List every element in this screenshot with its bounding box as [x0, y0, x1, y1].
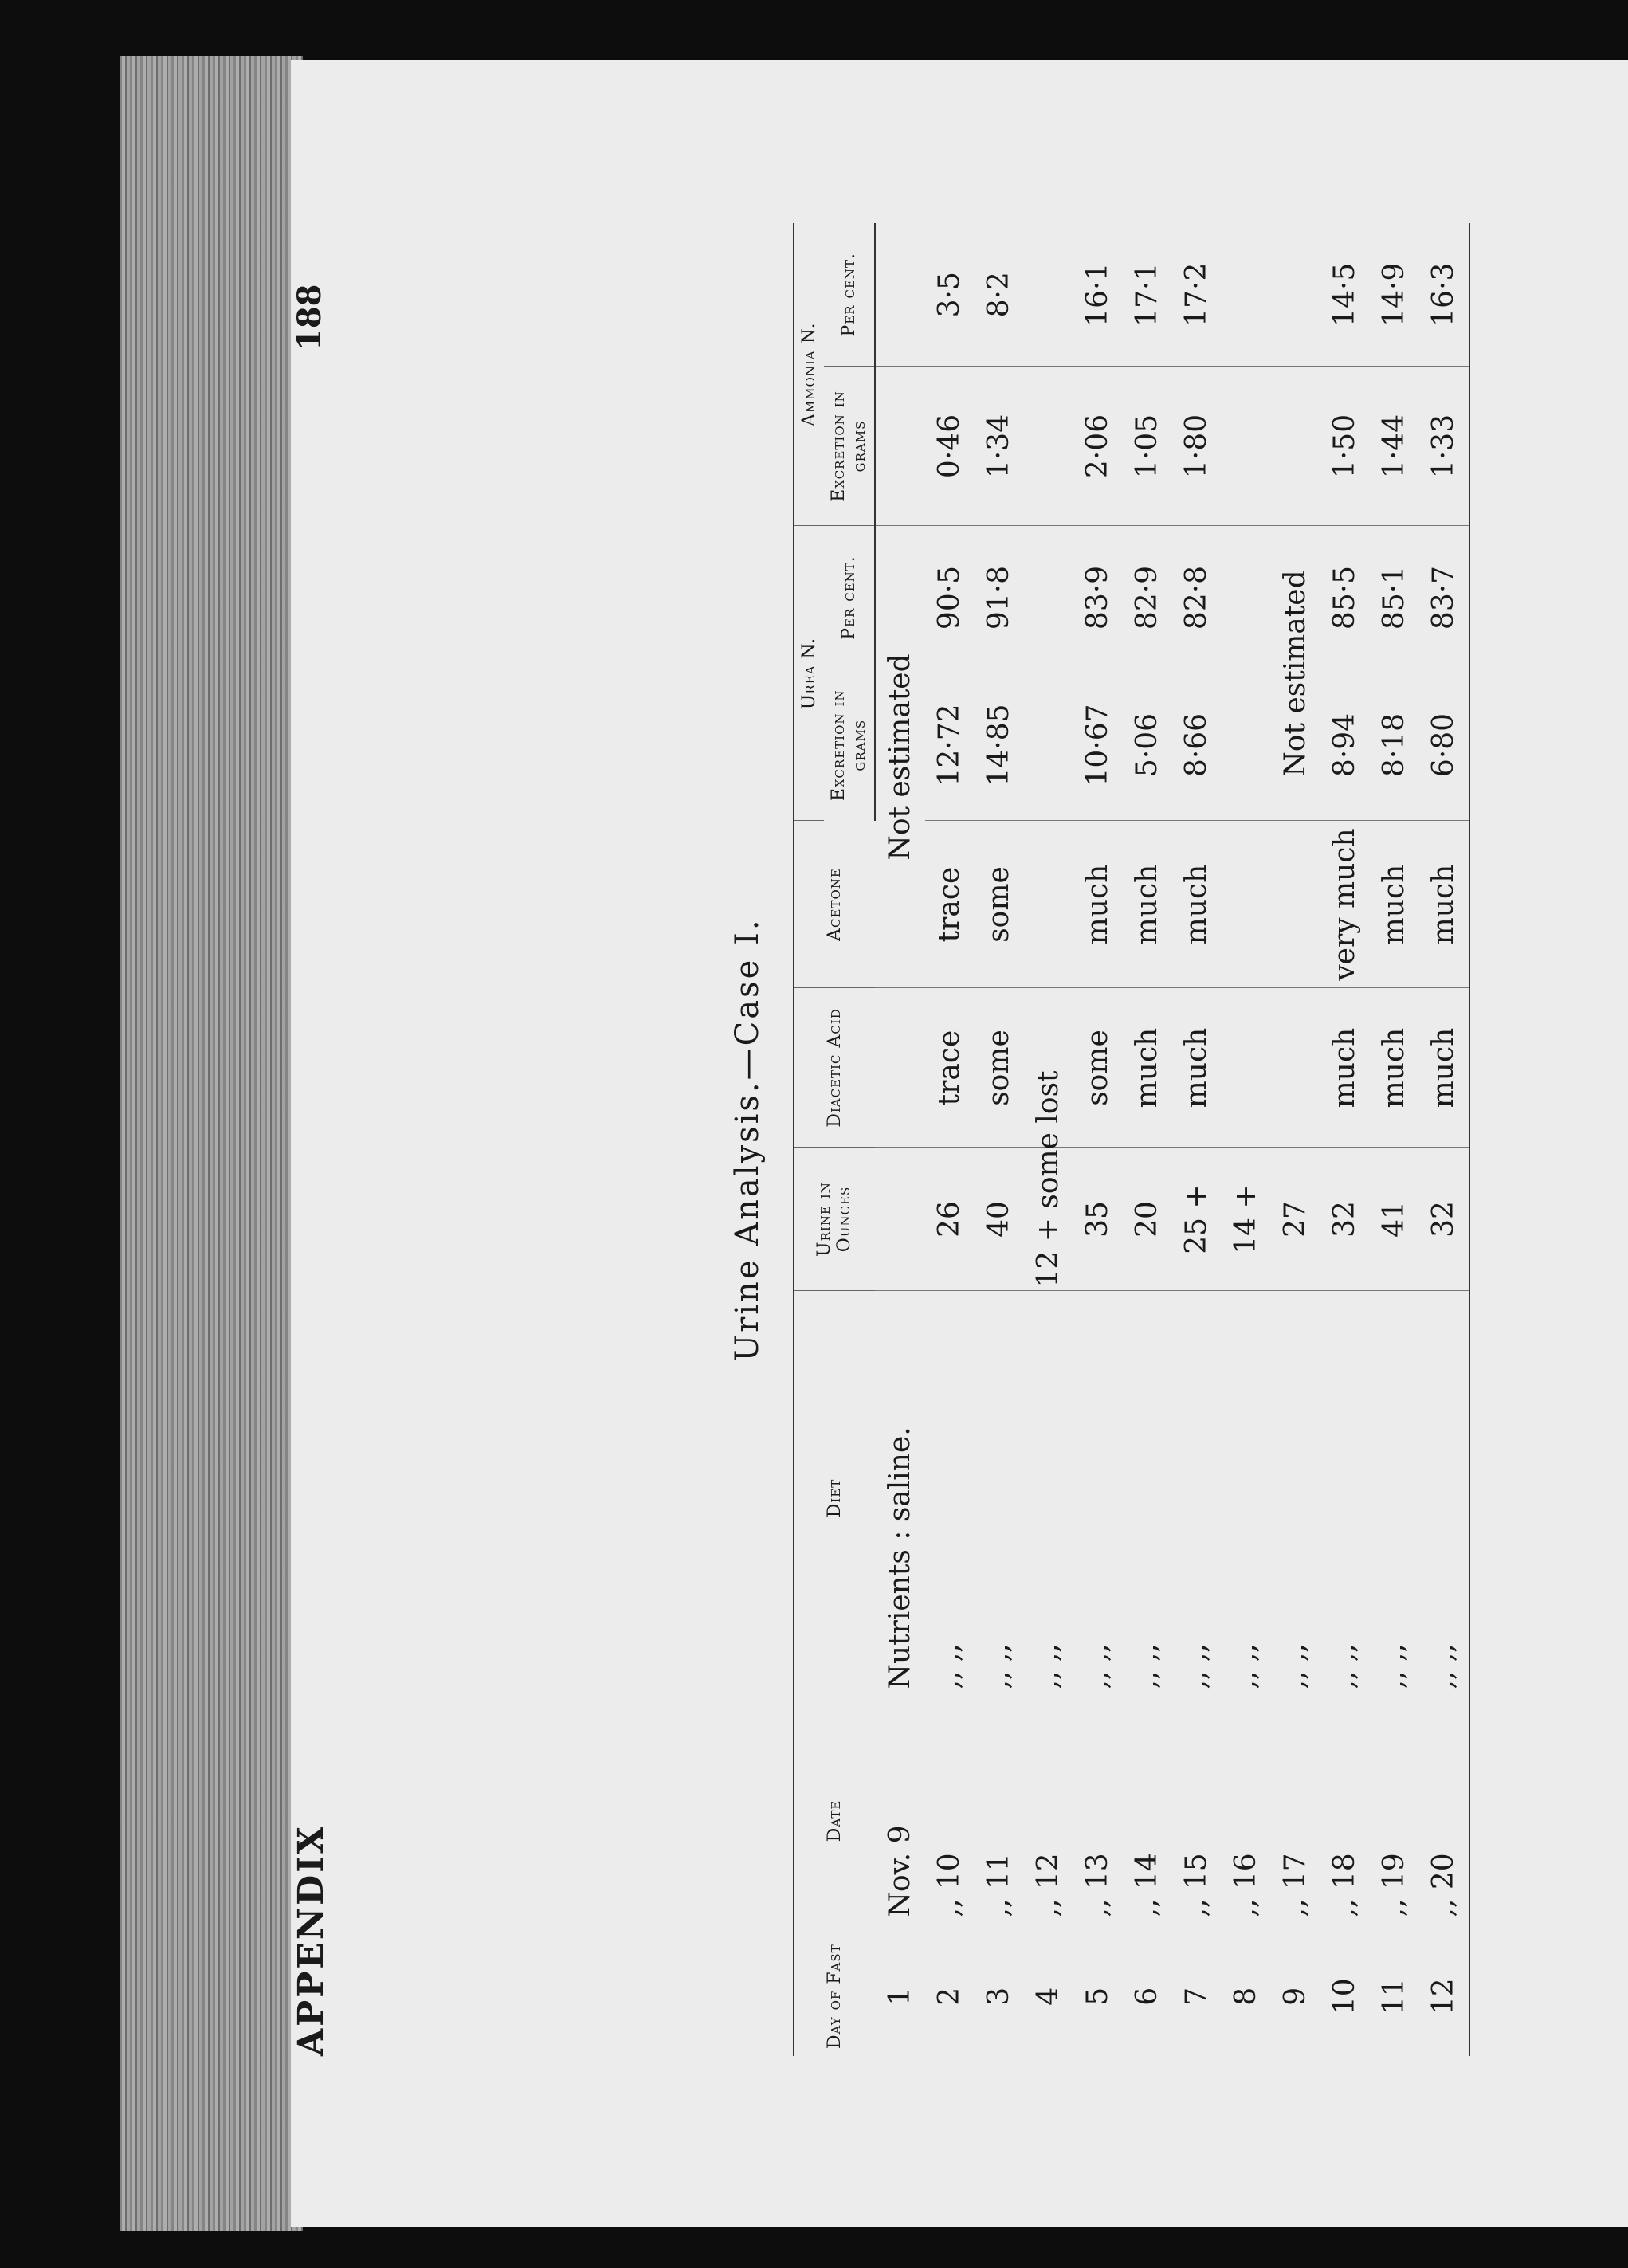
cell-diacetic: some [1073, 988, 1123, 1148]
cell-day: 8 [1230, 1987, 1263, 2006]
cell-amm-g [1024, 367, 1073, 526]
cell-date: ,, 19 [1370, 1705, 1419, 1936]
cell-diet: ,, ,, [1222, 1291, 1271, 1705]
cell-urine: 12 + some lost [1024, 1148, 1073, 1291]
cell-day: 11 [1378, 1978, 1411, 2015]
cell-date: ,, 10 [925, 1705, 975, 1936]
cell-urea-pct: 83·7 [1419, 526, 1469, 669]
cell-date: ,, 11 [975, 1705, 1024, 1936]
cell-amm-g: 1·33 [1419, 367, 1469, 526]
cell-acetone: much [1419, 821, 1469, 988]
header-ammonia-percent: Per cent. [824, 223, 875, 367]
cell-urine: 27 [1271, 1148, 1320, 1291]
cell-amm-pct: 17·1 [1123, 223, 1172, 367]
cell-date: Nov. 9 [875, 1705, 925, 1936]
page-number: 188 [291, 284, 328, 351]
cell-amm-g [1271, 367, 1320, 526]
cell-urine: 35 [1073, 1148, 1123, 1291]
cell-day: 12 [1419, 1936, 1469, 2056]
cell-diacetic: much [1370, 988, 1419, 1148]
cell-day: 6 [1131, 1987, 1164, 2006]
cell-acetone: some [975, 821, 1024, 988]
cell-date: ,, 15 [1172, 1705, 1222, 1936]
table-row [1271, 223, 1320, 2056]
running-title: APPENDIX [291, 1824, 331, 2056]
cell-urea-pct [1222, 526, 1271, 669]
cell-amm-g [1222, 367, 1271, 526]
cell-urea-pct: 90·5 [925, 526, 975, 669]
cell-urea-g: 5·06 [1123, 669, 1172, 821]
cell-amm-pct [1024, 223, 1073, 367]
cell-diacetic [1222, 988, 1271, 1148]
cell-urea-g [1024, 669, 1073, 821]
header-diacetic-acid: Diacetic Acid [794, 988, 875, 1148]
header-ammonia-n: Ammonia N. [794, 223, 824, 526]
cell-day: 1 [883, 1987, 916, 2006]
cell-amm-pct: 14·5 [1320, 223, 1370, 367]
header-diet: Diet [794, 1291, 875, 1705]
table-row [1370, 223, 1419, 2056]
cell-urine: 40 [975, 1148, 1024, 1291]
cell-diet: ,, ,, [1073, 1291, 1123, 1705]
cell-date: ,, 12 [1024, 1705, 1073, 1936]
cell-urea-pct: 82·9 [1123, 526, 1172, 669]
table-row [1222, 223, 1271, 2056]
cell-diet: ,, ,, [1370, 1291, 1419, 1705]
cell-diacetic: much [1123, 988, 1172, 1148]
table-row [975, 223, 1024, 2056]
cell-amm-g: 2·06 [1073, 367, 1123, 526]
cell-urea-pct: 83·9 [1073, 526, 1123, 669]
cell-acetone [1222, 821, 1271, 988]
cell-acetone: much [1123, 821, 1172, 988]
cell-urea-pct: 85·5 [1320, 526, 1370, 669]
table-row [1320, 223, 1370, 2056]
cell-diacetic: trace [925, 988, 975, 1148]
not-estimated-note: Not estimated [875, 526, 925, 988]
cell-day: 5 [1081, 1987, 1115, 2006]
table-row [925, 223, 975, 2056]
cell-acetone: much [1073, 821, 1123, 988]
cell-day: 2 [933, 1987, 967, 2006]
cell-urea-g: 10·67 [1073, 669, 1123, 821]
cell-amm-pct [875, 223, 925, 367]
cell-urine: 26 [925, 1148, 975, 1291]
header-date: Date [794, 1705, 875, 1936]
cell-urine: 20 [1123, 1148, 1172, 1291]
table-row [1172, 223, 1222, 2056]
cell-day: 10 [1328, 1978, 1362, 2015]
cell-day: 3 [983, 1987, 1016, 2006]
cell-date: ,, 16 [1222, 1705, 1271, 1936]
cell-urea-g: 8·18 [1370, 669, 1419, 821]
page-header [291, 284, 339, 2056]
cell-urea-g: 8·94 [1320, 669, 1370, 821]
cell-diet: ,, ,, [1271, 1291, 1320, 1705]
cell-date: ,, 14 [1123, 1705, 1172, 1936]
cell-urea-g [1222, 669, 1271, 821]
cell-day: 9 [1279, 1987, 1312, 2006]
cell-amm-g: 1·50 [1320, 367, 1370, 526]
cell-acetone: much [1370, 821, 1419, 988]
cell-date: ,, 17 [1271, 1705, 1320, 1936]
cell-urea-g: 6·80 [1419, 669, 1469, 821]
cell-urine: 32 [1320, 1148, 1370, 1291]
cell-urea-pct: 85·1 [1370, 526, 1419, 669]
header-ammonia-excretion: Excretion in grams [824, 367, 875, 526]
cell-amm-pct: 14·9 [1370, 223, 1419, 367]
table-title: Urine Analysis.—Case I. [729, 917, 766, 1362]
cell-urea-pct: 91·8 [975, 526, 1024, 669]
cell-diacetic [1271, 988, 1320, 1148]
header-urea-excretion: Excretion in grams [824, 669, 875, 821]
cell-amm-g: 0·46 [925, 367, 975, 526]
cell-diacetic: some [975, 988, 1024, 1148]
cell-urine: 14 + [1222, 1148, 1271, 1291]
cell-diet: ,, ,, [1320, 1291, 1370, 1705]
cell-diacetic: much [1320, 988, 1370, 1148]
cell-amm-pct: 8·2 [975, 223, 1024, 367]
cell-urea-g: 8·66 [1172, 669, 1222, 821]
cell-diet: ,, ,, [1123, 1291, 1172, 1705]
cell-amm-pct [1271, 223, 1320, 367]
urine-analysis-table [793, 223, 1470, 2056]
cell-diacetic: much [1419, 988, 1469, 1148]
table-row [1073, 223, 1123, 2056]
table-row [1024, 223, 1073, 2056]
header-acetone: Acetone [794, 821, 875, 988]
header-urea-n: Urea N. [794, 526, 824, 821]
cell-day: 4 [1032, 1987, 1065, 2006]
cell-urea-g: 12·72 [925, 669, 975, 821]
cell-diet: ,, ,, [975, 1291, 1024, 1705]
cell-amm-g: 1·80 [1172, 367, 1222, 526]
cell-urea-g: 14·85 [975, 669, 1024, 821]
cell-amm-pct: 16·1 [1073, 223, 1123, 367]
cell-amm-pct: 17·2 [1172, 223, 1222, 367]
cell-amm-pct: 3·5 [925, 223, 975, 367]
table-row [1123, 223, 1172, 2056]
cell-urine: 32 [1419, 1148, 1469, 1291]
cell-diet: Nutrients : saline. [875, 1291, 925, 1705]
book-page-edges [120, 56, 303, 2231]
cell-urine: 41 [1370, 1148, 1419, 1291]
cell-amm-g [875, 367, 925, 526]
table-row [875, 223, 925, 2056]
cell-diet: ,, ,, [925, 1291, 975, 1705]
not-estimated-note: Not estimated [1271, 526, 1320, 821]
cell-acetone: trace [925, 821, 975, 988]
header-day-of-fast: Day of Fast [794, 1936, 875, 2056]
cell-urea-pct [1024, 526, 1073, 669]
cell-date: ,, 18 [1320, 1705, 1370, 1936]
cell-urine [875, 1148, 925, 1291]
cell-day: 7 [1180, 1987, 1214, 2006]
cell-urea-pct: 82·8 [1172, 526, 1222, 669]
cell-diacetic [875, 988, 925, 1148]
cell-date: ,, 13 [1073, 1705, 1123, 1936]
cell-amm-pct: 16·3 [1419, 223, 1469, 367]
cell-amm-g: 1·44 [1370, 367, 1419, 526]
table-body [875, 223, 1469, 2056]
cell-date: ,, 20 [1419, 1705, 1469, 1936]
cell-amm-g: 1·05 [1123, 367, 1172, 526]
rotated-page-content [283, 223, 1478, 2056]
cell-diet: ,, ,, [1419, 1291, 1469, 1705]
cell-amm-pct [1222, 223, 1271, 367]
cell-amm-g: 1·34 [975, 367, 1024, 526]
cell-diet: ,, ,, [1024, 1291, 1073, 1705]
cell-acetone: very much [1320, 821, 1370, 988]
header-urea-percent: Per cent. [824, 526, 875, 669]
header-urine-ounces: Urine in Ounces [794, 1148, 875, 1291]
cell-diet: ,, ,, [1172, 1291, 1222, 1705]
cell-acetone: much [1172, 821, 1222, 988]
cell-acetone [1271, 821, 1320, 988]
table-row [1419, 223, 1469, 2056]
cell-diacetic: much [1172, 988, 1222, 1148]
cell-acetone [1024, 821, 1073, 988]
cell-urine: 25 + [1172, 1148, 1222, 1291]
